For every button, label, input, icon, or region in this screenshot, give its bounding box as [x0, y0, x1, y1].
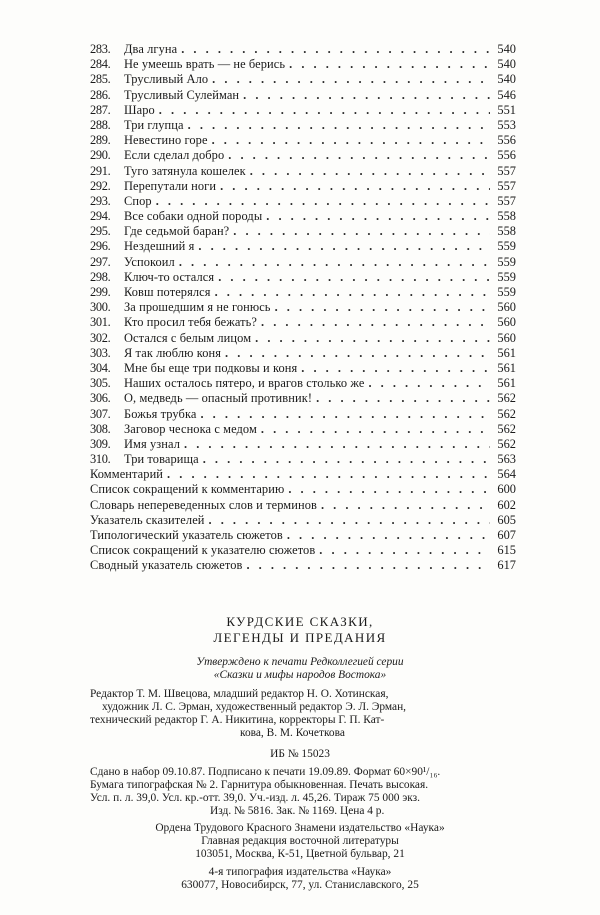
editors-credits	[90, 688, 520, 740]
toc-entry-page: 561	[497, 376, 516, 391]
toc-entry-page: 562	[497, 406, 516, 421]
toc-entry-number: 304.	[90, 360, 111, 375]
toc-entry	[90, 498, 516, 513]
dot-leader	[275, 300, 490, 315]
toc-entry-title: Остался с белым лицом	[124, 330, 252, 345]
dot-leader	[261, 422, 490, 437]
toc-entry-number: 283.	[90, 42, 111, 56]
dot-leader	[266, 209, 490, 224]
toc-entry-title: Список сокращений к комментарию	[90, 482, 285, 497]
book-title	[60, 614, 540, 646]
dot-leader	[159, 103, 490, 118]
toc-entry-page: 600	[497, 482, 516, 497]
toc-entry-page: 557	[497, 163, 516, 178]
toc-entry-number: 291.	[90, 163, 111, 178]
toc-entry-number: 303.	[90, 345, 111, 360]
toc-entry-title: Туго затянула кошелек	[124, 163, 246, 178]
toc-entry-page: 551	[497, 102, 516, 117]
toc-entry-number: 302.	[90, 330, 111, 345]
toc-entry	[90, 346, 516, 361]
toc-entry-title: Ключ-то остался	[124, 269, 215, 284]
dot-leader	[209, 513, 490, 528]
toc-entry-title: Успокоил	[124, 254, 175, 269]
toc-entry-title: Шаро	[124, 102, 155, 117]
toc-entry	[90, 118, 516, 133]
toc-entry-number: 288.	[90, 117, 111, 132]
dot-leader	[368, 376, 490, 391]
toc-entry	[90, 543, 516, 558]
toc-entry	[90, 239, 516, 254]
dot-leader	[220, 179, 490, 194]
toc-entry-title: Ковш потерялся	[124, 285, 211, 299]
toc-entry-title: Трусливый Сулейман	[124, 87, 240, 102]
dot-leader	[179, 255, 490, 270]
toc-entry-number: 294.	[90, 209, 111, 224]
toc-entry-number: 292.	[90, 178, 111, 193]
toc-entry-page: 560	[497, 330, 516, 345]
toc-entry-title: Три глупца	[124, 117, 184, 132]
dot-leader	[228, 148, 490, 163]
toc-entry	[90, 285, 516, 300]
toc-entry-title: Если сделал добро	[124, 148, 225, 163]
toc-entry-title: Указатель сказителей	[90, 512, 205, 527]
toc-entry-page: 564	[497, 467, 516, 482]
toc-entry-page: 557	[497, 178, 516, 193]
printery-line-1: 4-я типография издательства «Наука»	[208, 866, 392, 878]
toc-entry-page: 559	[497, 269, 516, 284]
toc-entry	[90, 452, 516, 467]
dot-leader	[212, 133, 490, 148]
dot-leader	[203, 452, 490, 467]
toc-entry-page: 559	[497, 254, 516, 269]
toc-entry	[90, 255, 516, 270]
toc-entry-title: Невестино горе	[124, 133, 208, 148]
print-line-4: Изд. № 5816. Зак. № 1169. Цена 4 р.	[210, 805, 385, 817]
dot-leader	[319, 543, 490, 558]
toc-entry	[90, 103, 516, 118]
toc-entry-number: 289.	[90, 133, 111, 148]
publisher-line-1: Ордена Трудового Красного Знамени издательство «Наука»	[155, 822, 445, 834]
toc-entry	[90, 300, 516, 315]
toc-entry-number: 298.	[90, 269, 111, 284]
toc-entry-page: 607	[497, 528, 516, 542]
toc-entry-title: О, медведь — опасный противник!	[124, 391, 313, 406]
toc-entry-page: 558	[497, 209, 516, 224]
toc-entry-title: Все собаки одной породы	[124, 209, 263, 224]
toc-entry	[90, 407, 516, 422]
dot-leader	[321, 498, 490, 513]
toc-entry-title: Три товарища	[124, 452, 199, 467]
approval-note	[60, 656, 540, 682]
toc-entry-page: 540	[497, 72, 516, 87]
toc-entry-title: Божья трубка	[124, 406, 197, 421]
toc-entry-page: 602	[497, 497, 516, 512]
dot-leader	[167, 467, 490, 482]
toc-entry-number: 310.	[90, 452, 111, 467]
toc-entry-title: Два лгуна	[124, 42, 178, 56]
toc-entry-page: 559	[497, 285, 516, 299]
print-line-2: Бумага типографская № 2. Гарнитура обыкновенная. Печать высокая.	[90, 779, 429, 791]
editors-line-1: Редактор Т. М. Швецова, младший редактор Н. О. Хотинская,	[90, 688, 389, 700]
toc-entry	[90, 513, 516, 528]
editors-line-2: художник Л. С. Эрман, художественный редактор Э. Л. Эрман,	[102, 701, 407, 713]
toc-entry-page: 559	[497, 239, 516, 254]
toc-entry-title: Заговор чеснока с медом	[124, 421, 257, 436]
toc-entry-number: 300.	[90, 300, 111, 315]
toc-entry-number: 307.	[90, 406, 111, 421]
toc-entry-title: Наших осталось пятеро, и врагов столько же	[124, 376, 365, 391]
toc-entry	[90, 164, 516, 179]
toc-entry-number: 305.	[90, 376, 111, 391]
publisher-line-2: Главная редакция восточной литературы	[201, 835, 399, 847]
toc-entry	[90, 391, 516, 406]
printery-info	[60, 866, 540, 892]
toc-entry-page: 546	[497, 87, 516, 102]
toc-entry-page: 556	[497, 148, 516, 163]
toc-entry-page: 540	[497, 57, 516, 72]
toc-entry-title: Трусливый Ало	[124, 72, 209, 87]
toc-entry-title: Типологический указатель сюжетов	[90, 528, 283, 542]
dot-leader	[188, 118, 490, 133]
toc-entry	[90, 482, 516, 497]
editors-line-3: технический редактор Г. А. Никитина, корректоры Г. П. Кат-	[90, 714, 385, 726]
toc-entry	[90, 194, 516, 209]
toc-entry-title: Спор	[124, 193, 152, 208]
approval-line-1: Утверждено к печати Редколлегией серии	[196, 656, 404, 668]
toc-entry-title: За прошедшим я не гонюсь	[124, 300, 271, 315]
toc-entry-number: 284.	[90, 57, 111, 72]
toc-entry-page: 562	[497, 391, 516, 406]
toc-entry	[90, 72, 516, 87]
publisher-info	[60, 822, 540, 861]
toc-entry-number: 296.	[90, 239, 111, 254]
toc-entry	[90, 361, 516, 376]
toc-entry	[90, 528, 516, 543]
book-title-line-1: КУРДСКИЕ СКАЗКИ,	[226, 614, 374, 629]
dot-leader	[261, 315, 490, 330]
toc-entry	[90, 558, 516, 573]
toc-entry-number: 286.	[90, 87, 111, 102]
toc-entry-title: Где седьмой баран?	[124, 224, 230, 239]
toc-entry-title: Сводный указатель сюжетов	[90, 558, 243, 573]
toc-entry-page: 561	[497, 360, 516, 375]
dot-leader	[212, 72, 490, 87]
toc-entry-page: 561	[497, 345, 516, 360]
toc-entry-number: 295.	[90, 224, 111, 239]
toc-entry-number: 299.	[90, 285, 111, 299]
dot-leader	[255, 331, 490, 346]
ib-number: ИБ № 15023	[270, 748, 330, 760]
toc-entry-title: Словарь непереведенных слов и терминов	[90, 497, 317, 512]
toc-entry-page: 605	[497, 512, 516, 527]
toc-entry-title: Список сокращений к указателю сюжетов	[90, 543, 316, 558]
dot-leader	[243, 88, 490, 103]
dot-leader	[215, 285, 490, 300]
toc-entry	[90, 209, 516, 224]
book-title-line-2: ЛЕГЕНДЫ И ПРЕДАНИЯ	[213, 630, 387, 645]
dot-leader	[301, 361, 490, 376]
dot-leader	[156, 194, 490, 209]
toc-entry	[90, 88, 516, 103]
toc-entry-title: Комментарий	[90, 467, 164, 482]
toc-entry	[90, 224, 516, 239]
toc-entry-page: 540	[497, 42, 516, 56]
toc-entry-title: Перепутали ноги	[124, 178, 217, 193]
toc-entry-number: 297.	[90, 254, 111, 269]
print-line-1: Сдано в набор 09.10.87. Подписано к печати 19.09.89. Формат 60×90¹/₁₆.	[90, 766, 441, 778]
print-details	[90, 766, 520, 818]
toc-entry-page: 562	[497, 421, 516, 436]
printery-line-2: 630077, Новосибирск, 77, ул. Станиславского, 25	[181, 879, 419, 891]
dot-leader	[288, 482, 490, 497]
toc-entry-title: Я так люблю коня	[124, 345, 222, 360]
toc-entry-number: 285.	[90, 72, 111, 87]
dot-leader	[181, 42, 490, 57]
toc-entry	[90, 315, 516, 330]
toc-entry	[90, 57, 516, 72]
toc-entry	[90, 331, 516, 346]
toc-entry-number: 306.	[90, 391, 111, 406]
table-of-contents	[90, 42, 516, 574]
toc-entry-page: 560	[497, 300, 516, 315]
toc-entry	[90, 270, 516, 285]
toc-entry-page: 617	[497, 558, 516, 573]
dot-leader	[289, 57, 490, 72]
toc-entry-page: 562	[497, 436, 516, 451]
toc-entry-page: 553	[497, 117, 516, 132]
dot-leader	[200, 407, 490, 422]
toc-entry-title: Нездешний я	[124, 239, 195, 254]
toc-entry	[90, 376, 516, 391]
approval-line-2: «Сказки и мифы народов Востока»	[213, 669, 387, 681]
toc-entry-number: 301.	[90, 315, 111, 330]
toc-entry	[90, 467, 516, 482]
toc-entry-page: 556	[497, 133, 516, 148]
toc-entry-title: Не умеешь врать — не берись	[124, 57, 286, 72]
toc-entry	[90, 179, 516, 194]
toc-entry	[90, 42, 516, 57]
toc-entry	[90, 133, 516, 148]
toc-entry-number: 293.	[90, 193, 111, 208]
toc-entry-page: 560	[497, 315, 516, 330]
toc-entry-page: 558	[497, 224, 516, 239]
toc-entry-page: 615	[497, 543, 516, 558]
publisher-line-3: 103051, Москва, К-51, Цветной бульвар, 21	[195, 848, 405, 860]
dot-leader	[316, 391, 490, 406]
toc-entry-page: 563	[497, 452, 516, 467]
toc-entry	[90, 422, 516, 437]
dot-leader	[218, 270, 490, 285]
toc-entry-number: 290.	[90, 148, 111, 163]
toc-entry-number: 309.	[90, 436, 111, 451]
toc-entry-page: 557	[497, 193, 516, 208]
toc-entry	[90, 437, 516, 452]
dot-leader	[246, 558, 490, 573]
dot-leader	[287, 528, 490, 543]
dot-leader	[233, 224, 490, 239]
dot-leader	[250, 164, 490, 179]
toc-entry-number: 308.	[90, 421, 111, 436]
toc-entry-title: Кто просил тебя бежать?	[124, 315, 258, 330]
toc-entry-number: 287.	[90, 102, 111, 117]
dot-leader	[198, 239, 490, 254]
dot-leader	[225, 346, 490, 361]
toc-entry-title: Имя узнал	[124, 436, 180, 451]
print-line-3: Усл. п. л. 39,0. Усл. кр.-отт. 39,0. Уч.-изд. л. 45,26. Тираж 75 000 экз.	[90, 792, 420, 804]
dot-leader	[184, 437, 490, 452]
editors-line-4: кова, В. М. Кочеткова	[240, 727, 345, 739]
toc-entry-title: Мне бы еще три подковы и коня	[124, 360, 298, 375]
toc-entry	[90, 148, 516, 163]
